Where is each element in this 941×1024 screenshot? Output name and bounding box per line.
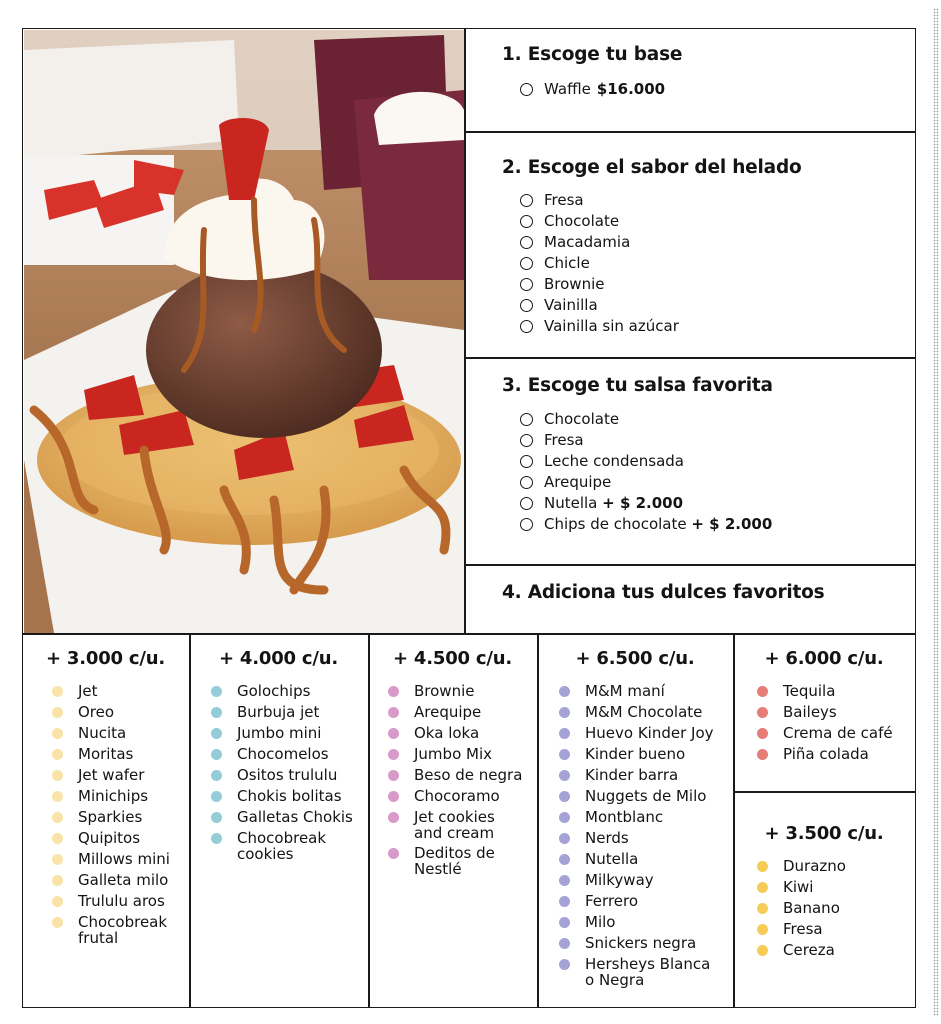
- list-item[interactable]: [559, 872, 731, 888]
- page-edge-dots: [933, 8, 939, 1016]
- item-label: Jumbo Mix: [414, 745, 492, 763]
- bullet-dot-icon: [52, 833, 63, 844]
- option-label: Chocolate: [544, 212, 620, 230]
- bullet-dot-icon: [388, 848, 399, 859]
- item-label: Milo: [585, 913, 616, 931]
- item-label: Galletas Chokis: [237, 808, 353, 826]
- bullet-dot-icon: [559, 959, 570, 970]
- option-sauce[interactable]: [502, 472, 912, 493]
- option-flavor[interactable]: [502, 190, 912, 211]
- item-list: [735, 858, 913, 958]
- radio-button[interactable]: [520, 455, 533, 468]
- item-label: Chocomelos: [237, 745, 329, 763]
- bullet-dot-icon: [757, 686, 768, 697]
- list-item[interactable]: [757, 858, 913, 874]
- list-item[interactable]: [559, 746, 731, 762]
- divider: [22, 633, 916, 635]
- item-label: Minichips: [78, 787, 149, 805]
- item-label: Nucita: [78, 724, 127, 742]
- list-item[interactable]: [388, 725, 535, 741]
- list-item[interactable]: [52, 851, 187, 867]
- list-item[interactable]: [559, 893, 731, 909]
- bullet-dot-icon: [559, 938, 570, 949]
- radio-button[interactable]: [520, 434, 533, 447]
- bullet-dot-icon: [559, 917, 570, 928]
- bullet-dot-icon: [52, 686, 63, 697]
- bullet-dot-icon: [52, 917, 63, 928]
- bullet-dot-icon: [757, 707, 768, 718]
- radio-button[interactable]: [520, 83, 533, 96]
- item-label: Ferrero: [585, 892, 639, 910]
- list-item[interactable]: [52, 683, 187, 699]
- step-title: 3. Escoge tu salsa favorita: [502, 375, 773, 396]
- item-label: Quipitos: [78, 829, 141, 847]
- radio-button[interactable]: [520, 518, 533, 531]
- item-label: Nerds: [585, 829, 629, 847]
- list-item[interactable]: [52, 830, 187, 846]
- radio-button[interactable]: [520, 278, 533, 291]
- bullet-dot-icon: [757, 749, 768, 760]
- list-item[interactable]: [211, 683, 366, 699]
- item-label: Jet wafer: [78, 766, 145, 784]
- bullet-dot-icon: [559, 875, 570, 886]
- price-column-3500: [735, 823, 913, 963]
- list-item[interactable]: [757, 921, 913, 937]
- bullet-dot-icon: [52, 728, 63, 739]
- bullet-dot-icon: [52, 749, 63, 760]
- price-column-6500: [539, 648, 731, 992]
- list-item[interactable]: [559, 935, 731, 951]
- price-column-4500: [370, 648, 535, 881]
- list-item[interactable]: [388, 767, 535, 783]
- bullet-dot-icon: [388, 686, 399, 697]
- list-item[interactable]: [211, 725, 366, 741]
- bullet-dot-icon: [559, 770, 570, 781]
- price-heading: + 3.500 c/u.: [764, 823, 884, 844]
- divider: [464, 357, 916, 359]
- item-label: M&M Chocolate: [585, 703, 703, 721]
- bullet-dot-icon: [211, 812, 222, 823]
- list-item[interactable]: [559, 851, 731, 867]
- item-label: Oreo: [78, 703, 115, 721]
- list-item[interactable]: [757, 900, 913, 916]
- option-label: Macadamia: [544, 233, 631, 251]
- list-item[interactable]: [211, 767, 366, 783]
- item-label: Snickers negra: [585, 934, 697, 952]
- item-label: Galleta milo: [78, 871, 169, 889]
- option-label: Chips de chocolate: [544, 515, 687, 533]
- bullet-dot-icon: [388, 770, 399, 781]
- option-label: Vainilla sin azúcar: [544, 317, 679, 335]
- list-item[interactable]: [52, 704, 187, 720]
- list-item[interactable]: [757, 683, 913, 699]
- price-heading: + 6.000 c/u.: [764, 648, 884, 669]
- price-column-4000: [191, 648, 366, 866]
- option-price: $16.000: [596, 80, 666, 98]
- list-item[interactable]: [757, 942, 913, 958]
- option-label: Fresa: [544, 431, 584, 449]
- item-label: Millows mini: [78, 850, 170, 868]
- list-item[interactable]: [211, 830, 366, 862]
- item-label: Chokis bolitas: [237, 787, 342, 805]
- price-heading: + 4.500 c/u.: [392, 648, 513, 669]
- item-label: Piña colada: [783, 745, 869, 763]
- item-list: [370, 683, 535, 877]
- price-heading: + 3.000 c/u.: [45, 648, 166, 669]
- item-label: Hersheys Blanca o Negra: [585, 955, 711, 989]
- list-item[interactable]: [559, 683, 731, 699]
- option-flavor[interactable]: [502, 253, 912, 274]
- item-label: Nuggets de Milo: [585, 787, 707, 805]
- list-item[interactable]: [388, 788, 535, 804]
- bullet-dot-icon: [559, 707, 570, 718]
- bullet-dot-icon: [52, 854, 63, 865]
- list-item[interactable]: [52, 746, 187, 762]
- option-sauce[interactable]: [502, 451, 912, 472]
- list-item[interactable]: [52, 788, 187, 804]
- list-item[interactable]: [211, 704, 366, 720]
- item-label: Chocobreak cookies: [237, 829, 327, 863]
- bullet-dot-icon: [559, 749, 570, 760]
- bullet-dot-icon: [211, 686, 222, 697]
- list-item[interactable]: [559, 809, 731, 825]
- item-label: Montblanc: [585, 808, 664, 826]
- item-list: [24, 683, 187, 946]
- item-label: Arequipe: [414, 703, 482, 721]
- item-label: Jet: [78, 682, 98, 700]
- list-item[interactable]: [388, 746, 535, 762]
- bullet-dot-icon: [559, 728, 570, 739]
- bullet-dot-icon: [757, 924, 768, 935]
- radio-button[interactable]: [520, 257, 533, 270]
- bullet-dot-icon: [757, 861, 768, 872]
- item-label: Durazno: [783, 857, 846, 875]
- list-item[interactable]: [52, 809, 187, 825]
- item-label: Jumbo mini: [237, 724, 322, 742]
- bullet-dot-icon: [559, 833, 570, 844]
- item-label: Banano: [783, 899, 840, 917]
- item-label: Trululu aros: [78, 892, 165, 910]
- item-label: Beso de negra: [414, 766, 523, 784]
- divider: [464, 131, 916, 133]
- list-item[interactable]: [211, 788, 366, 804]
- item-label: Chocoramo: [414, 787, 500, 805]
- option-sauce[interactable]: [502, 514, 912, 535]
- item-label: Crema de café: [783, 724, 893, 742]
- item-label: Nutella: [585, 850, 639, 868]
- radio-button[interactable]: [520, 476, 533, 489]
- item-list: [539, 683, 731, 988]
- radio-button[interactable]: [520, 413, 533, 426]
- list-item[interactable]: [52, 767, 187, 783]
- list-item[interactable]: [52, 893, 187, 909]
- step-title: 2. Escoge el sabor del helado: [502, 157, 802, 178]
- step-title: 1. Escoge tu base: [502, 44, 683, 65]
- bullet-dot-icon: [52, 875, 63, 886]
- list-item[interactable]: [559, 788, 731, 804]
- option-flavor[interactable]: [502, 316, 912, 337]
- list-item[interactable]: [757, 725, 913, 741]
- item-label: Ositos trululu: [237, 766, 338, 784]
- list-item[interactable]: [757, 704, 913, 720]
- item-label: Chocobreak frutal: [78, 913, 168, 947]
- bullet-dot-icon: [211, 707, 222, 718]
- list-item[interactable]: [559, 725, 731, 741]
- option-label: Brownie: [544, 275, 605, 293]
- list-item[interactable]: [388, 704, 535, 720]
- list-item[interactable]: [52, 914, 187, 946]
- item-label: Golochips: [237, 682, 311, 700]
- step-base: [502, 44, 912, 100]
- divider: [464, 564, 916, 566]
- radio-button[interactable]: [520, 194, 533, 207]
- bullet-dot-icon: [211, 791, 222, 802]
- radio-button[interactable]: [520, 236, 533, 249]
- price-heading: + 4.000 c/u.: [218, 648, 339, 669]
- list-item[interactable]: [388, 809, 535, 841]
- bullet-dot-icon: [388, 749, 399, 760]
- item-label: Jet cookies and cream: [414, 808, 495, 842]
- option-label: Chocolate: [544, 410, 620, 428]
- bullet-dot-icon: [211, 770, 222, 781]
- bullet-dot-icon: [211, 749, 222, 760]
- radio-button[interactable]: [520, 320, 533, 333]
- list-item[interactable]: [757, 879, 913, 895]
- list-item[interactable]: [559, 767, 731, 783]
- option-label: Waffle: [544, 80, 591, 98]
- option-label: Vainilla: [544, 296, 598, 314]
- bullet-dot-icon: [211, 833, 222, 844]
- list-item[interactable]: [559, 956, 731, 988]
- option-sauce[interactable]: [502, 409, 912, 430]
- item-label: Sparkies: [78, 808, 143, 826]
- step-add-sweets: [502, 582, 912, 603]
- option-sauce[interactable]: [502, 493, 912, 514]
- list-item[interactable]: [388, 845, 535, 877]
- item-label: Oka loka: [414, 724, 480, 742]
- item-label: Baileys: [783, 703, 837, 721]
- list-item[interactable]: [559, 704, 731, 720]
- bullet-dot-icon: [559, 854, 570, 865]
- item-label: Deditos de Nestlé: [414, 844, 495, 878]
- list-item[interactable]: [757, 746, 913, 762]
- item-label: M&M maní: [585, 682, 665, 700]
- divider: [464, 28, 466, 633]
- bullet-dot-icon: [52, 770, 63, 781]
- option-label: Fresa: [544, 191, 584, 209]
- step-sauce: [502, 375, 912, 535]
- item-label: Kiwi: [783, 878, 814, 896]
- list-item[interactable]: [211, 809, 366, 825]
- list-item[interactable]: [52, 872, 187, 888]
- item-list: [735, 683, 913, 762]
- item-label: Milkyway: [585, 871, 654, 889]
- item-label: Tequila: [783, 682, 836, 700]
- bullet-dot-icon: [52, 812, 63, 823]
- option-sauce[interactable]: [502, 430, 912, 451]
- bullet-dot-icon: [211, 728, 222, 739]
- option-flavor[interactable]: [502, 295, 912, 316]
- bullet-dot-icon: [388, 791, 399, 802]
- option-waffle[interactable]: [502, 79, 912, 100]
- bullet-dot-icon: [52, 707, 63, 718]
- price-column-3000: [24, 648, 187, 950]
- step-ice-cream-flavor: [502, 157, 912, 337]
- bullet-dot-icon: [388, 728, 399, 739]
- bullet-dot-icon: [757, 728, 768, 739]
- divider: [733, 791, 916, 793]
- item-label: Brownie: [414, 682, 475, 700]
- bullet-dot-icon: [559, 686, 570, 697]
- option-flavor[interactable]: [502, 211, 912, 232]
- item-label: Kinder barra: [585, 766, 679, 784]
- bullet-dot-icon: [559, 896, 570, 907]
- bullet-dot-icon: [559, 812, 570, 823]
- item-list: [191, 683, 366, 862]
- option-label: Nutella: [544, 494, 598, 512]
- bullet-dot-icon: [52, 791, 63, 802]
- bullet-dot-icon: [757, 945, 768, 956]
- list-item[interactable]: [388, 683, 535, 699]
- bullet-dot-icon: [757, 882, 768, 893]
- option-label: Chicle: [544, 254, 590, 272]
- item-label: Moritas: [78, 745, 134, 763]
- item-label: Fresa: [783, 920, 823, 938]
- item-label: Cereza: [783, 941, 835, 959]
- option-label: Arequipe: [544, 473, 612, 491]
- price-column-6000: [735, 648, 913, 767]
- price-heading: + 6.500 c/u.: [575, 648, 695, 669]
- step-title: 4. Adiciona tus dulces favoritos: [502, 582, 825, 603]
- bullet-dot-icon: [52, 896, 63, 907]
- extra-price: + $ 2.000: [602, 494, 684, 512]
- option-label: Leche condensada: [544, 452, 684, 470]
- item-label: Kinder bueno: [585, 745, 686, 763]
- bullet-dot-icon: [757, 903, 768, 914]
- radio-button[interactable]: [520, 215, 533, 228]
- option-flavor[interactable]: [502, 274, 912, 295]
- bullet-dot-icon: [559, 791, 570, 802]
- list-item[interactable]: [559, 914, 731, 930]
- extra-price: + $ 2.000: [691, 515, 773, 533]
- item-label: Burbuja jet: [237, 703, 320, 721]
- list-item[interactable]: [211, 746, 366, 762]
- bullet-dot-icon: [388, 812, 399, 823]
- list-item[interactable]: [559, 830, 731, 846]
- radio-button[interactable]: [520, 299, 533, 312]
- bullet-dot-icon: [388, 707, 399, 718]
- item-label: Huevo Kinder Joy: [585, 724, 714, 742]
- option-flavor[interactable]: [502, 232, 912, 253]
- list-item[interactable]: [52, 725, 187, 741]
- radio-button[interactable]: [520, 497, 533, 510]
